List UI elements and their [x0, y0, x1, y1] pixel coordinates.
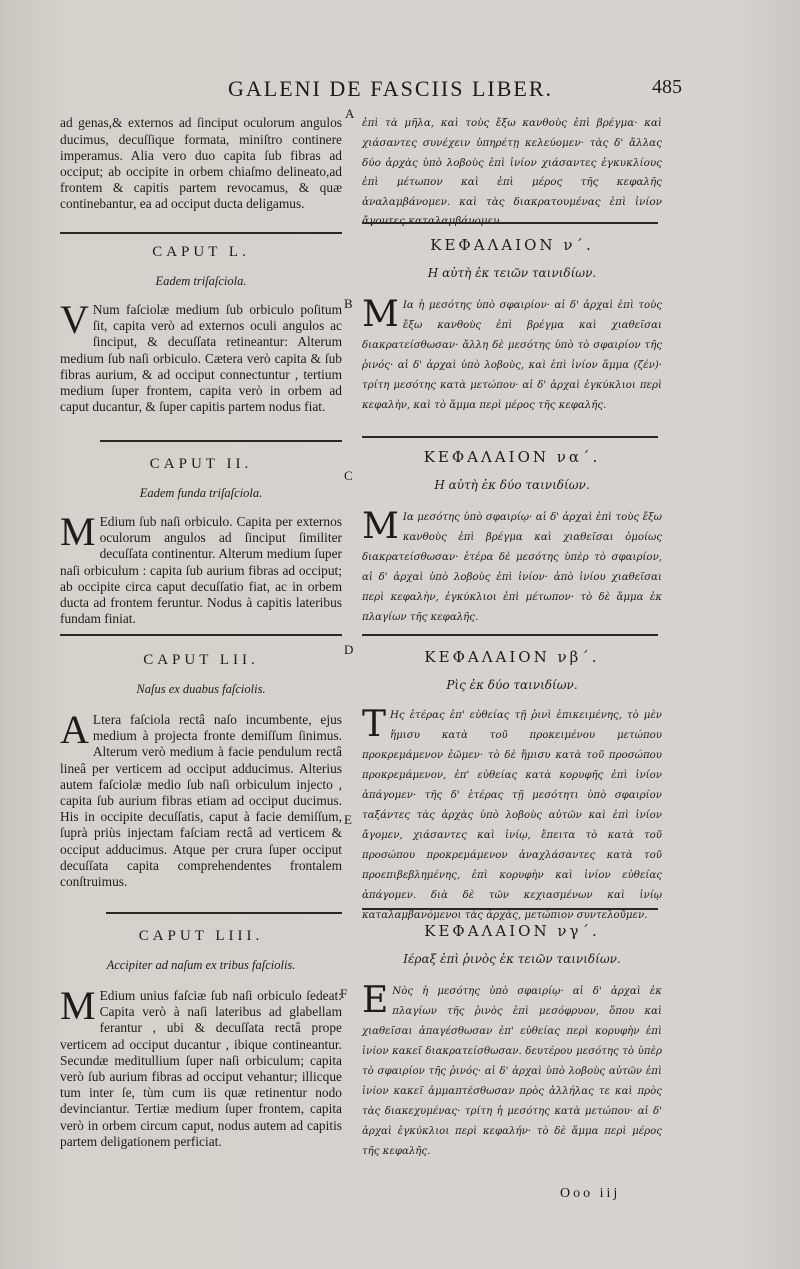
latin-caput-52-sub: Naſus ex duabus faſciolis. — [136, 682, 266, 696]
latin-rule-4 — [106, 912, 342, 914]
greek-rule-2 — [362, 436, 658, 438]
latin-caput-50-text — [60, 297, 342, 415]
greek-kephalaion-51-text — [362, 508, 662, 628]
signature-mark: Ooo iij — [560, 1186, 621, 1201]
dropcap: Τ — [362, 704, 387, 745]
greek-kephalaion-53-sub: Ιέραξ ἐπὶ ῥινὸς ἐκ τειῶν ταινιδίων. — [403, 952, 621, 966]
latin-caput-51-text — [60, 509, 342, 627]
latin-caput-50-body: Num faſciolæ medium ſub orbiculo poſitum ſit, capita verò ad externos oculi angulos ac ſinciput, & decuſſata retineantur: Alterum medium ſub naſi orbiculo. Cætera verò capita & ſub fibras aurium, & ad occiput connectuntur , tertium medium ſuper frontem, capita verò in orbem ad caput ducantur, & ſuper capitis partem nodus fiat. — [60, 302, 342, 415]
latin-rule-1 — [60, 232, 342, 234]
margin-letter-c: C — [344, 468, 353, 483]
margin-letter-e: E — [344, 812, 352, 827]
latin-rule-2 — [100, 440, 342, 442]
latin-caput-53-body: Edium unius faſciæ ſub naſi orbiculo ſedeat: Capita verò à naſi lateribus ad glabellam ferantur , ubi & decuſſata rectâ prope verticem ad occiput ducantur , ibique contineantur. Secundæ meditullium ſuper naſi orbiculum; capita verò ſub aurium fibras ad occiput vehantur; illicque tum inter ſe, tùm cum iis quæ retinentur nodo devinciantur. Tertiæ medium ſuper frontem, capita verò in orbem circum caput, nodus autem ad capitis partem deligationem perficiat. — [60, 988, 342, 1149]
margin-letter-a: A — [345, 106, 355, 121]
greek-kephalaion-51-body: Ια μεσότης ὑπὸ σφαιρίῳ· αἱ δ' ἀρχαὶ ἐπὶ τοὺς ἔξω κανθοὺς ἐπὶ βρέγμα καὶ χιαθεῖσαι ὁμοίως διακρατείσθωσαν· ἑτέρα δὲ μεσότης ὑπὲρ τὸ σφαιρίον, αἱ δ' ἀρχαὶ ὑπὸ λοβοὺς ἐπὶ ἰνίον· ἀπὸ ἰνίου χιαθεῖσαι περὶ κεφαλὴν, ἐγκύκλιοι ἐπὶ μέτωπον· τὸ δὲ ἅμμα ἐκ πλαγίων τῆς κεφαλῆς. — [362, 512, 662, 623]
dropcap: M — [60, 983, 96, 1028]
greek-intro: ἐπὶ τὰ μῆλα, καὶ τοὺς ἔξω κανθοὺς ἐπὶ βρέγμα· καὶ χιάσαντες συνέχειν ὑπηρέτῃ κελεύομεν· τὰς δ' ἄλλας δύο ἀρχὰς ὑπὸ λοβοὺς ἐπὶ ἰνίον χιάσαντες ἐγκυκλίους ἐπὶ μέτωπον καὶ ἐπὶ μέρος τῆς κεφαλῆς ἀναλαμβάνομεν. καὶ τὰς διακρατουμένας ἐπὶ ἰνίον — [362, 117, 662, 208]
greek-rule-1 — [362, 222, 658, 224]
latin-intro: ad genas,& externos ad ſinciput oculorum angulos ducimus, decuſſique formata, miniſtro continere imperamus. Alia vero duo capita ſub fibras ad occiput; ab occipite in orbem chiaſmo delineato,ad frontem & capitis partem revocamus, & quæ continebantur, ea ad occiput ducta deligamus. — [60, 115, 342, 212]
dropcap: Μ — [362, 294, 399, 335]
running-head-title: GALENI DE FASCIIS LIBER. — [228, 76, 554, 101]
greek-kephalaion-51-sub: Η αὐτὴ ἐκ δύο ταινιδίων. — [434, 478, 590, 492]
dropcap: M — [60, 509, 96, 554]
greek-kephalaion-53-text — [362, 982, 662, 1162]
latin-caput-50-head: CAPUT L. — [152, 244, 250, 260]
greek-kephalaion-50-head: ΚΕΦΑΛΑΙΟΝ ν΄. — [430, 236, 594, 254]
greek-kephalaion-50-body: Ια ἡ μεσότης ὑπὸ σφαιρίον· αἱ δ' ἀρχαὶ ἐπὶ τοὺς ἔξω κανθοὺς ἐπὶ βρέγμα καὶ χιαθεῖσαι διακρατείσθωσαν· ἄλλη δὲ μεσότης ὑπὸ τὸ σφαιρίον τῆς ῥινός· αἱ δ' ἀρχαὶ ὑπὸ λοβοὺς, καὶ ἐπὶ ἰνίον ἅμμα (ζέν)· τρίτη μεσότης κατὰ μετώπου· αἱ δ' ἀρχαὶ ἐγκύκλιοι περὶ κεφαλὴν, καὶ τὸ ἅμμα περὶ μέρος τῆς κεφαλῆς. — [362, 300, 662, 411]
margin-letter-b: B — [344, 296, 353, 311]
latin-caput-53-head: CAPUT LIII. — [138, 928, 264, 944]
latin-caput-51-sub: Eadem funda triſaſciola. — [139, 486, 263, 500]
greek-kephalaion-51-head: ΚΕΦΑΛΑΙΟΝ να΄. — [423, 448, 601, 466]
dropcap: Ε — [362, 980, 389, 1021]
greek-kephalaion-52-text — [362, 706, 662, 926]
greek-rule-3 — [362, 634, 658, 636]
margin-letter-f: F — [340, 986, 348, 1001]
latin-caput-53-text — [60, 983, 342, 1150]
page-number: 485 — [652, 76, 682, 98]
greek-kephalaion-52-head: ΚΕΦΑΛΑΙΟΝ νβ΄. — [424, 648, 600, 666]
greek-kephalaion-50-sub: Η αὐτὴ ἐκ τειῶν ταινιδίων. — [427, 266, 597, 280]
dropcap: Μ — [362, 506, 399, 547]
greek-kephalaion-50-text — [362, 296, 662, 416]
greek-kephalaion-52-sub: Ρὶς ἐκ δύο ταινιδίων. — [446, 678, 578, 692]
dropcap: V — [60, 297, 89, 342]
latin-caput-53-sub: Accipiter ad naſum ex tribus faſciolis. — [106, 958, 296, 972]
latin-rule-3 — [60, 634, 342, 636]
greek-kephalaion-53-head: ΚΕΦΑΛΑΙΟΝ νγ΄. — [424, 922, 600, 940]
greek-kephalaion-52-body: Ης ἑτέρας ἐπ' εὐθείας τῇ ῥινὶ ἐπικειμένης, τὸ μὲν ἥμισυ κατὰ τοῦ προκειμένου μετώπου προκρεμάμενον ἐῶμεν· τὸ δὲ ἥμισυ κατὰ τοῦ προσώπου προκρεμάμενον, ἐπ' εὐθείας κατὰ κορυφῆς ἐπὶ ἰνίον ἀπάγομεν· τῆς δ' ἑτέρας τῇ μεσότητι ὑπὸ σφαιρίον ταξάντες τὰς ἀρχὰς ὑπὸ λοβοὺς αὐτῶν καὶ ἐπὶ ἰνίον ἄγομεν, χιάσαντες καὶ ἰνίῳ, ἔπειτα τὸ κατὰ τοῦ προσώπου προκρεμάμενον ἀναχλάσαντες κατὰ τοῦ προεπιβεβλημένης, ἐπὶ κορυφὴν καὶ ἰνίον εὐθείας ἀπάγομεν. διὰ δὲ τῶν κεχιασμένων καὶ ἰνίῳ καταλαμβανόμενοι τὰς ἀρχὰς, μετώπιον συντελοῦμεν. — [362, 710, 662, 921]
margin-letter-d: D — [344, 642, 354, 657]
dropcap: A — [60, 707, 89, 752]
latin-caput-51-head: CAPUT II. — [149, 456, 253, 472]
latin-caput-50-sub: Eadem triſaſciola. — [155, 274, 247, 288]
running-head — [0, 72, 800, 106]
latin-caput-52-head: CAPUT LII. — [143, 652, 259, 668]
greek-kephalaion-53-body: Νὸς ἡ μεσότης ὑπὸ σφαιρίῳ· αἱ δ' ἀρχαὶ ἐκ πλαγίων τῆς ῥινὸς ἐπὶ μεσόφρυον, ὅπου καὶ χιαθεῖσαι ἀπαγέσθωσαν ἐπ' εὐθείας περὶ κορυφὴν ἐπὶ ἰνίον κακεῖ διακρατείσθωσαν. δευτέρου μεσότης τὸ ὑπὲρ τὸ σφαιρίον τῆς ῥινός· αἱ δ' ἀρχαὶ ὑπὸ λοβοὺς αὐτῶν ἐπὶ ἰνίον κακεῖ ἀμμαπτέσθωσαν πρὸς ἀλλήλας τε καὶ πρὸς τὰς διακεχυμένας· τρίτη ἡ μεσότης κατὰ μετώπου· αἱ δ' ἀρχαὶ ἐγκύκλιοι περὶ κεφαλήν· τὸ δὲ ἅμμα περὶ μέρος τῆς κεφαλῆς. — [362, 986, 662, 1157]
latin-caput-52-body: Ltera faſciola rectâ naſo incumbente, ejus medium à projecta fronte demiſſum ſinimus. Alterum verò medium à facie pendulum rectâ lineâ per verticem ad occiput adducimus. Alterius autem faſciolæ medio ſub naſi orbiculum injecto , capita ſub aurium fibras etiam ad occiput ducimus. His in occipite decuſſatis, caput à facie demiſſum, ſuprà priùs injectam faſciam rectâ ad verticem & occiput adducimus. Atque per crura ſuper occiput decuſſata capita comprehendentes frontalem conſtruimus. — [60, 712, 342, 890]
greek-rule-4 — [362, 908, 658, 910]
latin-caput-51-body: Edium ſub naſi orbiculo. Capita per externos oculorum angulos ad ſinciput ſimiliter decuſſata continentur. Alterum medium ſuper naſi orbiculum : capita ſub aurium fibras ad occiput; ab occipite circa caput decuſſatio fiat, ac in orbem ducta ad frontem feruntur. Nodus à capitis lateribus fundam finiat. — [60, 514, 342, 627]
latin-caput-52-text — [60, 707, 342, 890]
